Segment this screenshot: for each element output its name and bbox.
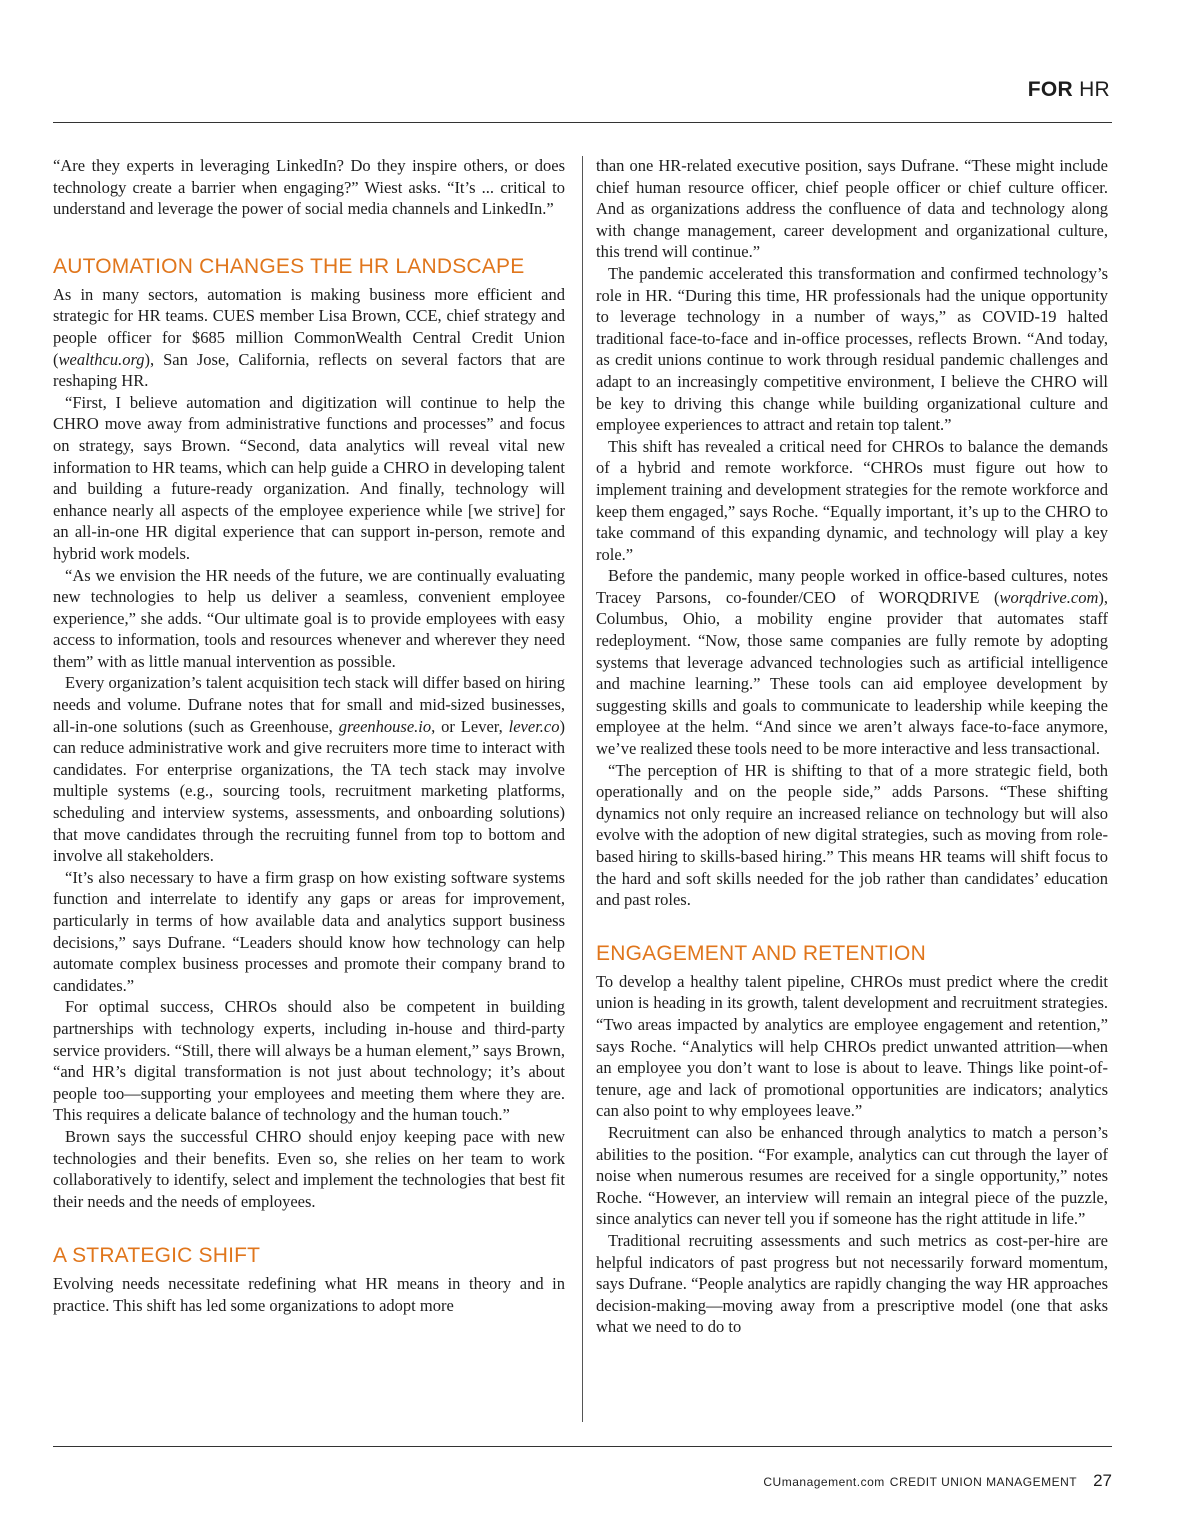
link-worqdrive: worqdrive.com bbox=[999, 587, 1099, 607]
right-paragraph-8: Traditional recruiting assessments and such metrics as cost-per-hire are helpful indicators of past progress but not necessarily forward momentum, says Dufrane. “People analytics are rapidly changing the way HR approaches decision-making—moving away from a prescriptive model (one that asks what we need to do to bbox=[596, 1230, 1108, 1337]
right-paragraph-7: Recruitment can also be enhanced through analytics to match a person’s abilities to the position. “For example, analytics can cut through the layer of noise when numerous resumes are received for a single opportunity,” notes Roche. “However, an interview will remain an integral piece of the puzzle, since analytics can never tell you if someone has the right attitude in life.” bbox=[596, 1122, 1108, 1229]
left-paragraph-3: “As we envision the HR needs of the future, we are continually evaluating new technologies to help us deliver a seamless, convenient employee experience,” she adds. “Our ultimate goal is to provide employees with easy access to information, tools and resources whenever and wherever they need them” with as little manual intervention as possible. bbox=[53, 565, 565, 671]
link-lever: lever.co bbox=[508, 716, 560, 736]
top-rule bbox=[53, 122, 1112, 123]
right-paragraph-4: Before the pandemic, many people worked in office-based cultures, notes Tracey Parsons, co-founder/CEO of WORQDRIVE (worqdrive.com), Columbus, Ohio, a mobility engine provider that automates staff redeployment. “Now, those same companies are fully remote by adopting systems that leverage advanced technologies such as artificial intelligence and machine learning.” These tools can aid employee development by suggesting skills and goals to communicate to leadership while keeping the employee at the helm. “And since we aren’t always face-to-face anymore, we’ve realized these tools need to be more interactive and less transactional. bbox=[596, 566, 1108, 759]
section-header bbox=[1028, 78, 1110, 102]
left-paragraph-5: “It’s also necessary to have a firm grasp on how existing software systems function and interrelate to identify any gaps or areas for improvement, particularly in terms of how available data and analytics support business decisions,” says Dufrane. “Leaders should know how technology can help automate complex business processes and promote their company brand to candidates.” bbox=[53, 867, 565, 995]
left-paragraph-7: Brown says the successful CHRO should enjoy keeping pace with new technologies and their benefits. Even so, she relies on her team to work collaboratively to identify, select and implement the technologies that best fit their needs and the needs of employees. bbox=[53, 1126, 565, 1211]
left-paragraph-6: For optimal success, CHROs should also be competent in building partnerships with technology experts, including in-house and third-party service providers. “Still, there will always be a human element,” says Brown, “and HR’s digital transformation is not just about technology; it’s about people too—supporting your employees and meeting them where they are. This requires a delicate balance of technology and the human touch.” bbox=[53, 997, 565, 1125]
right-paragraph-2: The pandemic accelerated this transformation and confirmed technology’s role in HR. “During this time, HR professionals had the unique opportunity to leverage technology in a number of ways,” as COVID-19 halted traditional face-to-face and in-office processes, reflects Brown. “And today, as credit unions continue to work through residual pandemic challenges and adapt to an increasingly competitive environment, I believe the CHRO will be key to driving this change while building organizational culture and employee experiences to attract and retain top talent.” bbox=[596, 263, 1108, 435]
left-intro-paragraph: “Are they experts in leveraging LinkedIn? Do they inspire others, or does technology create a barrier when engaging?” Wiest asks. “It’s ... critical to understand and leverage the power of social media channels and LinkedIn.” bbox=[53, 156, 565, 219]
heading-engagement: ENGAGEMENT AND RETENTION bbox=[596, 941, 926, 965]
column-divider bbox=[582, 156, 583, 1422]
right-paragraph-1: than one HR-related executive position, says Dufrane. “These might include chief human resource officer, chief people officer or chief culture officer. And as organizations address the confluence of data and technology along with change management, career development and organizational culture, this trend will continue.” bbox=[596, 156, 1108, 262]
heading-automation: AUTOMATION CHANGES THE HR LANDSCAPE bbox=[53, 254, 525, 278]
section-header-light: HR bbox=[1079, 78, 1110, 101]
left-paragraph-1: As in many sectors, automation is making business more efficient and strategic for HR teams. CUES member Lisa Brown, CCE, chief strategy and people officer for $685 million CommonWealth Central Credit Union (wealthcu.org), San Jose, California, reflects on several factors that are reshaping HR. bbox=[53, 284, 565, 391]
left-column bbox=[53, 155, 565, 1317]
left-paragraph-2: “First, I believe automation and digitization will continue to help the CHRO move away from administrative functions and processes” and focus on strategy, says Brown. “Second, data analytics will reveal vital new information to HR teams, which can help guide a CHRO in developing talent and building a future-ready organization. And finally, technology will enhance nearly all aspects of the employee experience while [we strive] for an all-in-one HR digital experience that can support in-person, remote and hybrid work models. bbox=[53, 392, 565, 563]
page-number: 27 bbox=[1093, 1471, 1112, 1490]
left-paragraph-4: Every organization’s talent acquisition tech stack will differ based on hiring needs and volume. Dufrane notes that for small and mid-sized businesses, all-in-one solutions (such as Greenhouse, greenhouse.io, or Lever, lever.co) can reduce administrative work and give recruiters more time to interact with candidates. For enterprise organizations, the TA tech stack may involve multiple systems (e.g., sourcing tools, recruitment marketing platforms, scheduling and interview systems, assessments, and onboarding solutions) that move candidates through the recruiting funnel from top to bottom and involve all stakeholders. bbox=[53, 673, 565, 866]
link-wealthcu: wealthcu.org bbox=[58, 349, 145, 369]
link-greenhouse: greenhouse.io bbox=[338, 716, 432, 736]
heading-strategic-shift: A STRATEGIC SHIFT bbox=[53, 1244, 261, 1268]
footer-publication: CREDIT UNION MANAGEMENT bbox=[889, 1475, 1078, 1489]
right-column bbox=[596, 155, 1108, 1338]
left-paragraph-8: Evolving needs necessitate redefining what HR means in theory and in practice. This shift has led some organizations to adopt more bbox=[53, 1274, 565, 1315]
right-paragraph-5: “The perception of HR is shifting to that of a more strategic field, both operationally and on the people side,” adds Parsons. “These shifting dynamics not only require an increased reliance on technology but will also evolve with the adoption of new digital strategies, such as moving from role-based hiring to skills-based hiring.” This means HR teams will shift focus to the hard and soft skills needed for the job rather than candidates’ education and past roles. bbox=[596, 760, 1108, 910]
page-footer bbox=[763, 1471, 1112, 1491]
footer-site: CUmanagement.com bbox=[763, 1475, 885, 1489]
right-paragraph-6: To develop a healthy talent pipeline, CHROs must predict where the credit union is heading in its growth, talent development and recruitment strategies. “Two areas impacted by analytics are employee engagement and retention,” says Roche. “Analytics will help CHROs predict unwanted attrition—when an employee you don’t want to lose is about to leave. Things like point-of-tenure, age and lack of promotional opportunities are indicators; analytics can also point to why employees leave.” bbox=[596, 971, 1108, 1121]
bottom-rule bbox=[53, 1446, 1112, 1447]
right-paragraph-3: This shift has revealed a critical need for CHROs to balance the demands of a hybrid and remote workforce. “CHROs must figure out how to implement training and development strategies for the remote workforce and keep them engaged,” says Roche. “Equally important, it’s up to the CHRO to take command of this expanding dynamic, and technology will play a key role.” bbox=[596, 436, 1108, 564]
section-header-bold: FOR bbox=[1027, 78, 1073, 101]
